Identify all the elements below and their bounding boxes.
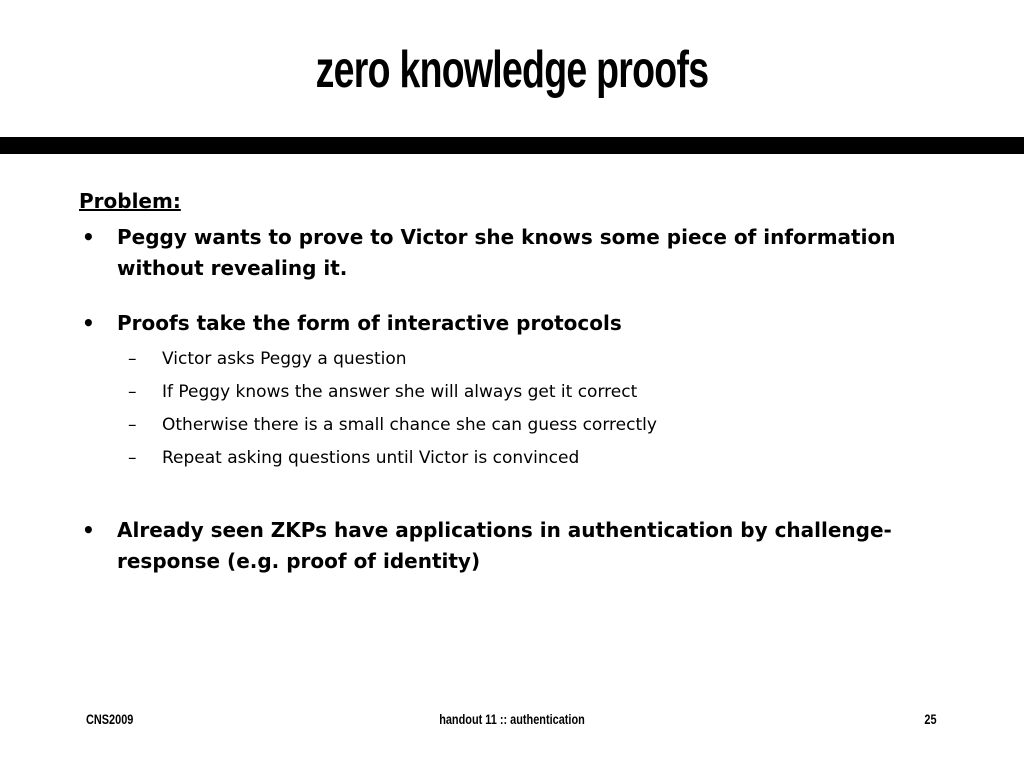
bullet-text: Already seen ZKPs have applications in authentication by challenge-response (e.g. proof of identity) xyxy=(117,518,892,573)
slide-content xyxy=(79,186,959,577)
bullet-marker: • xyxy=(82,518,95,542)
footer-page-number: 25 xyxy=(924,711,937,727)
footer-course: CNS2009 xyxy=(86,711,134,727)
sub-item xyxy=(79,442,959,475)
sub-item xyxy=(79,343,959,376)
sub-marker: – xyxy=(128,448,137,468)
sub-item-text: Repeat asking questions until Victor is convinced xyxy=(162,448,580,468)
title-divider-bar xyxy=(0,137,1024,154)
section-heading: Problem: xyxy=(79,189,181,213)
sub-item-text: Victor asks Peggy a question xyxy=(162,349,407,369)
footer-handout: handout 11 :: authentication xyxy=(439,711,585,727)
sub-marker: – xyxy=(128,415,137,435)
sub-item xyxy=(79,376,959,409)
sub-item-text: Otherwise there is a small chance she can guess correctly xyxy=(162,415,657,435)
slide-title: zero knowledge proofs xyxy=(315,41,709,99)
sub-marker: – xyxy=(128,382,137,402)
bullet-text: Peggy wants to prove to Victor she knows some piece of information without revealing it. xyxy=(117,225,896,280)
sub-item-text: If Peggy knows the answer she will always get it correct xyxy=(162,382,638,402)
bullet-item xyxy=(79,222,959,284)
bullet-item xyxy=(79,515,959,577)
sub-marker: – xyxy=(128,349,137,369)
bullet-item xyxy=(79,308,959,339)
sub-list xyxy=(79,343,959,475)
sub-item xyxy=(79,409,959,442)
bullet-text: Proofs take the form of interactive protocols xyxy=(117,311,622,335)
bullet-marker: • xyxy=(82,225,95,249)
bullet-marker: • xyxy=(82,311,95,335)
